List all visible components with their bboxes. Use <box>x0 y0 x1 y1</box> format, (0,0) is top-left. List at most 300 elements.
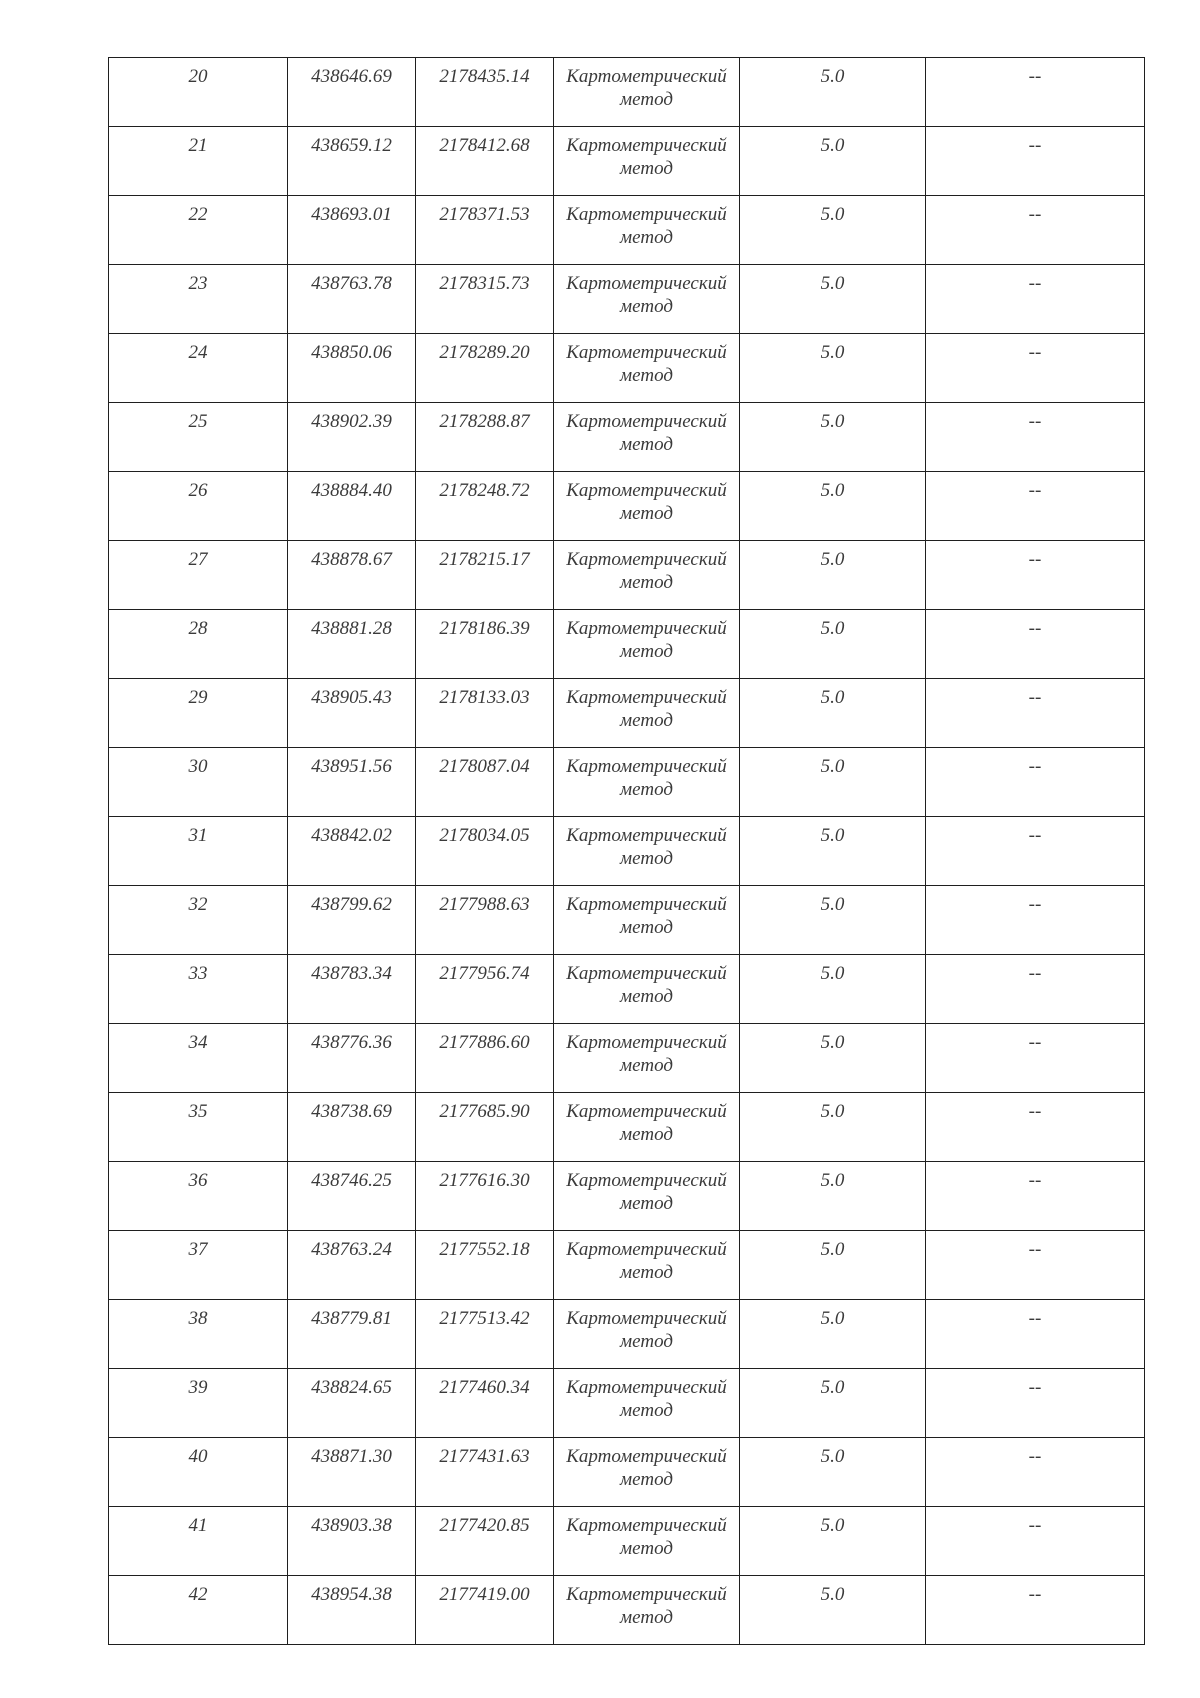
point-number: 24 <box>188 342 208 363</box>
accuracy-value: 5.0 <box>820 411 845 432</box>
note-cell <box>926 1438 1145 1507</box>
accuracy-value: 5.0 <box>820 687 845 708</box>
table-row <box>109 1231 1145 1300</box>
point-number: 30 <box>188 756 208 777</box>
y-coordinate-cell <box>416 1231 554 1300</box>
note-text: -- <box>1028 1239 1042 1260</box>
accuracy-cell <box>740 265 926 334</box>
y-coordinate: 2177886.60 <box>439 1032 530 1053</box>
accuracy-value: 5.0 <box>820 1446 845 1467</box>
note-cell <box>926 679 1145 748</box>
y-coordinate: 2177552.18 <box>439 1239 530 1260</box>
method-text: Картометрический метод <box>566 411 727 455</box>
method-text: Картометрический метод <box>566 1515 727 1559</box>
accuracy-value: 5.0 <box>820 894 845 915</box>
table-row <box>109 886 1145 955</box>
y-coordinate: 2177988.63 <box>439 894 530 915</box>
accuracy-value: 5.0 <box>820 66 845 87</box>
accuracy-cell <box>740 334 926 403</box>
point-number-cell <box>109 541 288 610</box>
y-coordinate-cell <box>416 748 554 817</box>
table-row <box>109 955 1145 1024</box>
x-coordinate-cell <box>288 886 416 955</box>
method-cell <box>554 58 740 127</box>
point-number: 33 <box>188 963 208 984</box>
point-number: 21 <box>188 135 208 156</box>
y-coordinate: 2178034.05 <box>439 825 530 846</box>
method-cell <box>554 1300 740 1369</box>
note-cell <box>926 541 1145 610</box>
method-text: Картометрический метод <box>566 135 727 179</box>
point-number-cell <box>109 1231 288 1300</box>
method-cell <box>554 403 740 472</box>
y-coordinate: 2177419.00 <box>439 1584 530 1605</box>
method-cell <box>554 1507 740 1576</box>
y-coordinate: 2178186.39 <box>439 618 530 639</box>
note-text: -- <box>1028 963 1042 984</box>
y-coordinate: 2178087.04 <box>439 756 530 777</box>
point-number: 34 <box>188 1032 208 1053</box>
method-text: Картометрический метод <box>566 342 727 386</box>
method-text: Картометрический метод <box>566 1446 727 1490</box>
table-row <box>109 1162 1145 1231</box>
accuracy-cell <box>740 541 926 610</box>
point-number-cell <box>109 1024 288 1093</box>
method-cell <box>554 955 740 1024</box>
x-coordinate: 438902.39 <box>311 411 392 432</box>
table-row <box>109 1369 1145 1438</box>
point-number: 29 <box>188 687 208 708</box>
point-number-cell <box>109 1093 288 1162</box>
accuracy-value: 5.0 <box>820 1101 845 1122</box>
accuracy-cell <box>740 1093 926 1162</box>
accuracy-value: 5.0 <box>820 825 845 846</box>
point-number: 22 <box>188 204 208 225</box>
point-number-cell <box>109 472 288 541</box>
x-coordinate: 438881.28 <box>311 618 392 639</box>
x-coordinate: 438799.62 <box>311 894 392 915</box>
note-cell <box>926 403 1145 472</box>
note-cell <box>926 955 1145 1024</box>
y-coordinate-cell <box>416 955 554 1024</box>
table-row <box>109 541 1145 610</box>
x-coordinate: 438903.38 <box>311 1515 392 1536</box>
point-number-cell <box>109 1369 288 1438</box>
method-cell <box>554 334 740 403</box>
y-coordinate-cell <box>416 817 554 886</box>
y-coordinate-cell <box>416 1507 554 1576</box>
note-text: -- <box>1028 480 1042 501</box>
y-coordinate-cell <box>416 610 554 679</box>
method-text: Картометрический метод <box>566 204 727 248</box>
note-cell <box>926 817 1145 886</box>
table-row <box>109 196 1145 265</box>
x-coordinate-cell <box>288 1231 416 1300</box>
table-row <box>109 58 1145 127</box>
y-coordinate-cell <box>416 1162 554 1231</box>
x-coordinate-cell <box>288 541 416 610</box>
x-coordinate: 438871.30 <box>311 1446 392 1467</box>
y-coordinate-cell <box>416 541 554 610</box>
y-coordinate: 2177685.90 <box>439 1101 530 1122</box>
accuracy-value: 5.0 <box>820 1170 845 1191</box>
x-coordinate-cell <box>288 196 416 265</box>
point-number-cell <box>109 679 288 748</box>
y-coordinate-cell <box>416 334 554 403</box>
x-coordinate: 438779.81 <box>311 1308 392 1329</box>
point-number: 26 <box>188 480 208 501</box>
accuracy-cell <box>740 955 926 1024</box>
table-row <box>109 127 1145 196</box>
method-cell <box>554 1576 740 1645</box>
y-coordinate-cell <box>416 1438 554 1507</box>
accuracy-cell <box>740 610 926 679</box>
accuracy-cell <box>740 58 926 127</box>
accuracy-cell <box>740 127 926 196</box>
note-text: -- <box>1028 756 1042 777</box>
accuracy-cell <box>740 886 926 955</box>
note-text: -- <box>1028 1515 1042 1536</box>
point-number: 35 <box>188 1101 208 1122</box>
accuracy-cell <box>740 1438 926 1507</box>
point-number: 39 <box>188 1377 208 1398</box>
method-text: Картометрический метод <box>566 66 727 110</box>
table-row <box>109 1024 1145 1093</box>
note-text: -- <box>1028 66 1042 87</box>
method-cell <box>554 886 740 955</box>
table-row <box>109 748 1145 817</box>
coordinates-table <box>108 57 1145 1645</box>
x-coordinate-cell <box>288 1162 416 1231</box>
x-coordinate-cell <box>288 1024 416 1093</box>
y-coordinate: 2177460.34 <box>439 1377 530 1398</box>
method-text: Картометрический метод <box>566 1239 727 1283</box>
note-text: -- <box>1028 204 1042 225</box>
accuracy-value: 5.0 <box>820 342 845 363</box>
accuracy-value: 5.0 <box>820 135 845 156</box>
y-coordinate: 2178371.53 <box>439 204 530 225</box>
x-coordinate-cell <box>288 748 416 817</box>
y-coordinate-cell <box>416 58 554 127</box>
x-coordinate: 438878.67 <box>311 549 392 570</box>
method-text: Картометрический метод <box>566 549 727 593</box>
accuracy-cell <box>740 817 926 886</box>
method-cell <box>554 817 740 886</box>
x-coordinate: 438693.01 <box>311 204 392 225</box>
x-coordinate: 438842.02 <box>311 825 392 846</box>
x-coordinate: 438951.56 <box>311 756 392 777</box>
point-number-cell <box>109 196 288 265</box>
y-coordinate: 2178315.73 <box>439 273 530 294</box>
note-text: -- <box>1028 825 1042 846</box>
table-row <box>109 610 1145 679</box>
point-number: 20 <box>188 66 208 87</box>
method-cell <box>554 1024 740 1093</box>
point-number-cell <box>109 403 288 472</box>
accuracy-cell <box>740 1576 926 1645</box>
point-number-cell <box>109 58 288 127</box>
x-coordinate-cell <box>288 265 416 334</box>
accuracy-value: 5.0 <box>820 1032 845 1053</box>
point-number-cell <box>109 1576 288 1645</box>
method-cell <box>554 265 740 334</box>
method-text: Картометрический метод <box>566 756 727 800</box>
point-number: 40 <box>188 1446 208 1467</box>
note-text: -- <box>1028 1032 1042 1053</box>
method-text: Картометрический метод <box>566 963 727 1007</box>
y-coordinate: 2178248.72 <box>439 480 530 501</box>
y-coordinate: 2178435.14 <box>439 66 530 87</box>
table-row <box>109 472 1145 541</box>
y-coordinate-cell <box>416 403 554 472</box>
note-text: -- <box>1028 1308 1042 1329</box>
note-text: -- <box>1028 1446 1042 1467</box>
note-cell <box>926 58 1145 127</box>
method-text: Картометрический метод <box>566 1170 727 1214</box>
x-coordinate-cell <box>288 1507 416 1576</box>
note-cell <box>926 1507 1145 1576</box>
note-cell <box>926 1576 1145 1645</box>
method-cell <box>554 610 740 679</box>
accuracy-cell <box>740 403 926 472</box>
method-cell <box>554 748 740 817</box>
method-text: Картометрический метод <box>566 687 727 731</box>
accuracy-value: 5.0 <box>820 1584 845 1605</box>
x-coordinate-cell <box>288 955 416 1024</box>
y-coordinate: 2178289.20 <box>439 342 530 363</box>
point-number: 31 <box>188 825 208 846</box>
point-number: 23 <box>188 273 208 294</box>
x-coordinate: 438850.06 <box>311 342 392 363</box>
y-coordinate: 2177956.74 <box>439 963 530 984</box>
method-text: Картометрический метод <box>566 1032 727 1076</box>
accuracy-cell <box>740 1369 926 1438</box>
accuracy-value: 5.0 <box>820 1515 845 1536</box>
x-coordinate: 438738.69 <box>311 1101 392 1122</box>
accuracy-value: 5.0 <box>820 480 845 501</box>
table-row <box>109 403 1145 472</box>
method-cell <box>554 1231 740 1300</box>
y-coordinate-cell <box>416 472 554 541</box>
accuracy-value: 5.0 <box>820 549 845 570</box>
accuracy-value: 5.0 <box>820 963 845 984</box>
x-coordinate: 438905.43 <box>311 687 392 708</box>
x-coordinate-cell <box>288 334 416 403</box>
accuracy-value: 5.0 <box>820 1239 845 1260</box>
method-cell <box>554 1162 740 1231</box>
x-coordinate: 438746.25 <box>311 1170 392 1191</box>
accuracy-cell <box>740 1024 926 1093</box>
note-text: -- <box>1028 135 1042 156</box>
x-coordinate-cell <box>288 1369 416 1438</box>
point-number-cell <box>109 748 288 817</box>
note-text: -- <box>1028 273 1042 294</box>
x-coordinate: 438763.24 <box>311 1239 392 1260</box>
y-coordinate: 2177420.85 <box>439 1515 530 1536</box>
note-text: -- <box>1028 1101 1042 1122</box>
x-coordinate-cell <box>288 1093 416 1162</box>
accuracy-cell <box>740 1231 926 1300</box>
point-number-cell <box>109 334 288 403</box>
x-coordinate-cell <box>288 1438 416 1507</box>
y-coordinate: 2177616.30 <box>439 1170 530 1191</box>
note-cell <box>926 196 1145 265</box>
method-cell <box>554 127 740 196</box>
method-text: Картометрический метод <box>566 894 727 938</box>
note-cell <box>926 265 1145 334</box>
accuracy-value: 5.0 <box>820 756 845 777</box>
y-coordinate-cell <box>416 886 554 955</box>
accuracy-cell <box>740 748 926 817</box>
note-text: -- <box>1028 1170 1042 1191</box>
note-text: -- <box>1028 687 1042 708</box>
method-cell <box>554 1369 740 1438</box>
x-coordinate-cell <box>288 1576 416 1645</box>
point-number: 38 <box>188 1308 208 1329</box>
accuracy-value: 5.0 <box>820 618 845 639</box>
y-coordinate-cell <box>416 1300 554 1369</box>
point-number: 32 <box>188 894 208 915</box>
y-coordinate-cell <box>416 196 554 265</box>
point-number-cell <box>109 1507 288 1576</box>
note-text: -- <box>1028 411 1042 432</box>
note-text: -- <box>1028 342 1042 363</box>
method-text: Картометрический метод <box>566 480 727 524</box>
note-cell <box>926 1162 1145 1231</box>
note-cell <box>926 127 1145 196</box>
y-coordinate-cell <box>416 1576 554 1645</box>
accuracy-cell <box>740 1507 926 1576</box>
method-cell <box>554 1438 740 1507</box>
method-cell <box>554 1093 740 1162</box>
table-row <box>109 1576 1145 1645</box>
accuracy-cell <box>740 679 926 748</box>
method-text: Картометрический метод <box>566 1377 727 1421</box>
y-coordinate-cell <box>416 265 554 334</box>
x-coordinate: 438763.78 <box>311 273 392 294</box>
table-row <box>109 1093 1145 1162</box>
note-text: -- <box>1028 618 1042 639</box>
x-coordinate-cell <box>288 1300 416 1369</box>
x-coordinate-cell <box>288 127 416 196</box>
point-number: 28 <box>188 618 208 639</box>
point-number-cell <box>109 610 288 679</box>
accuracy-cell <box>740 1162 926 1231</box>
x-coordinate-cell <box>288 610 416 679</box>
y-coordinate-cell <box>416 679 554 748</box>
x-coordinate: 438659.12 <box>311 135 392 156</box>
method-cell <box>554 196 740 265</box>
method-text: Картометрический метод <box>566 273 727 317</box>
method-text: Картометрический метод <box>566 1308 727 1352</box>
accuracy-cell <box>740 472 926 541</box>
point-number-cell <box>109 265 288 334</box>
x-coordinate-cell <box>288 817 416 886</box>
point-number: 42 <box>188 1584 208 1605</box>
x-coordinate-cell <box>288 403 416 472</box>
point-number: 37 <box>188 1239 208 1260</box>
x-coordinate: 438776.36 <box>311 1032 392 1053</box>
note-cell <box>926 886 1145 955</box>
point-number-cell <box>109 1438 288 1507</box>
method-text: Картометрический метод <box>566 618 727 662</box>
accuracy-cell <box>740 196 926 265</box>
table-row <box>109 334 1145 403</box>
y-coordinate-cell <box>416 1024 554 1093</box>
method-cell <box>554 679 740 748</box>
note-cell <box>926 1231 1145 1300</box>
point-number-cell <box>109 1162 288 1231</box>
note-text: -- <box>1028 1584 1042 1605</box>
x-coordinate-cell <box>288 472 416 541</box>
y-coordinate-cell <box>416 1093 554 1162</box>
x-coordinate: 438954.38 <box>311 1584 392 1605</box>
note-cell <box>926 748 1145 817</box>
point-number: 41 <box>188 1515 208 1536</box>
method-cell <box>554 541 740 610</box>
method-text: Картометрический метод <box>566 1584 727 1628</box>
y-coordinate-cell <box>416 1369 554 1438</box>
note-text: -- <box>1028 549 1042 570</box>
point-number: 27 <box>188 549 208 570</box>
accuracy-value: 5.0 <box>820 1377 845 1398</box>
x-coordinate-cell <box>288 679 416 748</box>
accuracy-value: 5.0 <box>820 1308 845 1329</box>
table-row <box>109 679 1145 748</box>
point-number-cell <box>109 1300 288 1369</box>
point-number-cell <box>109 817 288 886</box>
point-number-cell <box>109 886 288 955</box>
table-row <box>109 1438 1145 1507</box>
note-cell <box>926 334 1145 403</box>
y-coordinate: 2177431.63 <box>439 1446 530 1467</box>
point-number: 25 <box>188 411 208 432</box>
x-coordinate: 438646.69 <box>311 66 392 87</box>
note-cell <box>926 1369 1145 1438</box>
note-cell <box>926 472 1145 541</box>
table-row <box>109 1507 1145 1576</box>
table-row <box>109 265 1145 334</box>
accuracy-value: 5.0 <box>820 204 845 225</box>
y-coordinate: 2177513.42 <box>439 1308 530 1329</box>
point-number-cell <box>109 127 288 196</box>
note-cell <box>926 1093 1145 1162</box>
point-number-cell <box>109 955 288 1024</box>
x-coordinate: 438824.65 <box>311 1377 392 1398</box>
method-text: Картометрический метод <box>566 825 727 869</box>
method-cell <box>554 472 740 541</box>
note-cell <box>926 1024 1145 1093</box>
coordinates-table-body <box>109 58 1145 1645</box>
x-coordinate: 438884.40 <box>311 480 392 501</box>
x-coordinate-cell <box>288 58 416 127</box>
note-text: -- <box>1028 894 1042 915</box>
x-coordinate: 438783.34 <box>311 963 392 984</box>
accuracy-cell <box>740 1300 926 1369</box>
point-number: 36 <box>188 1170 208 1191</box>
table-row <box>109 817 1145 886</box>
y-coordinate: 2178288.87 <box>439 411 530 432</box>
accuracy-value: 5.0 <box>820 273 845 294</box>
y-coordinate: 2178133.03 <box>439 687 530 708</box>
note-text: -- <box>1028 1377 1042 1398</box>
y-coordinate: 2178412.68 <box>439 135 530 156</box>
table-row <box>109 1300 1145 1369</box>
method-text: Картометрический метод <box>566 1101 727 1145</box>
note-cell <box>926 1300 1145 1369</box>
y-coordinate-cell <box>416 127 554 196</box>
note-cell <box>926 610 1145 679</box>
